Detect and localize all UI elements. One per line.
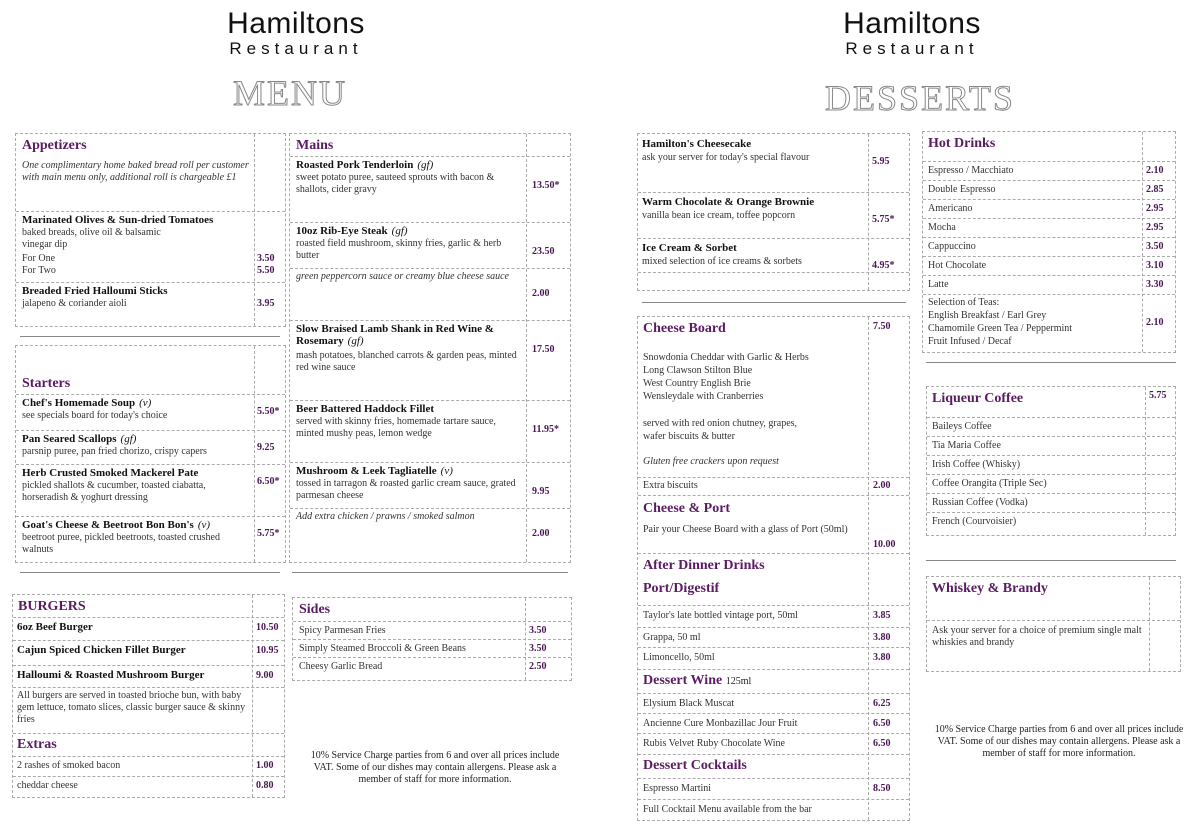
hot-drink-item: Double Espresso	[928, 184, 996, 195]
price: 3.50	[529, 625, 547, 636]
starters-heading: Starters	[22, 376, 71, 391]
hot-drinks-heading: Hot Drinks	[928, 136, 996, 151]
price: 5.50*	[257, 406, 280, 417]
hot-drink-item: Hot Chocolate	[928, 260, 987, 271]
whiskey-brandy-section	[926, 576, 1181, 672]
item-name-text: Beer Battered Haddock Fillet	[296, 403, 434, 415]
burger-name: Halloumi & Roasted Mushroom Burger	[17, 669, 205, 681]
price: 2.00	[532, 528, 550, 539]
menu-item-name	[296, 159, 522, 171]
dietary-tag: (v)	[440, 465, 453, 477]
item-name-text: Herb Crusted Smoked Mackerel Pate	[22, 467, 199, 479]
whiskey-brandy-desc: Ask your server for a choice of premium single malt whiskies and brandy	[932, 625, 1142, 648]
menu-item-name: Marinated Olives & Sun-dried Tomatoes	[22, 214, 214, 226]
menu-item-desc: roasted field mushroom, skinny fries, garlic & herb butter	[296, 238, 502, 261]
tea-selection: English Breakfast / Earl Grey	[928, 310, 1047, 321]
menu-item-desc: beetroot puree, pickled beetroots, toasted crushed walnuts	[22, 532, 220, 555]
dietary-tag: (gf)	[417, 159, 434, 171]
menu-item-name	[296, 465, 522, 477]
service-charge-note: 10% Service Charge parties from 6 and over all prices include VAT. Some of our dishes may contain allergens. Please ask a member of staff for more information.	[310, 750, 560, 785]
dietary-tag: (gf)	[120, 433, 137, 445]
menu-item-name	[296, 225, 522, 237]
menu-item-desc: mash potatoes, blanched carrots & garden peas, minted red wine sauce	[296, 350, 517, 373]
price: 10.50	[256, 622, 279, 633]
hot-drink-item: Espresso / Macchiato	[928, 165, 1014, 176]
price: 8.50	[873, 783, 891, 794]
price: 2.95	[1146, 203, 1164, 214]
price: 5.75*	[257, 528, 280, 539]
price: 3.50	[1146, 241, 1164, 252]
price: 0.80	[256, 780, 274, 791]
price: 3.50	[529, 643, 547, 654]
price: 1.00	[256, 760, 274, 771]
price: 6.50*	[257, 476, 280, 487]
cheese-drinks-section	[637, 316, 910, 821]
price: 11.95*	[532, 424, 559, 435]
dietary-tag: (v)	[197, 519, 211, 531]
cheese-item: Wensleydale with Cranberries	[643, 391, 764, 402]
item-name-text: Goat's Cheese & Beetroot Bon Bon's	[22, 519, 194, 531]
burgers-section	[12, 594, 285, 798]
divider	[20, 336, 280, 337]
item-name-text: Mushroom & Leek Tagliatelle	[296, 465, 437, 477]
price: 2.00	[873, 480, 891, 491]
burger-name: 6oz Beef Burger	[17, 621, 93, 633]
price: 13.50*	[532, 180, 560, 191]
menu-title: MENU	[233, 73, 347, 113]
bread-roll-note: One complimentary home baked bread roll per customer with main menu only, additional roll is chargeable £1	[22, 160, 249, 183]
menu-item-desc: baked breads, olive oil & balsamic	[22, 227, 161, 238]
item-name-text: Slow Braised Lamb Shank in Red Wine & Rosemary	[296, 323, 494, 347]
price: 5.50	[257, 265, 275, 276]
side-item: Spicy Parmesan Fries	[299, 625, 386, 636]
price: 2.10	[1146, 317, 1164, 328]
burgers-heading: BURGERS	[18, 599, 86, 614]
menu-item-name	[296, 323, 522, 347]
drink-item: Taylor's late bottled vintage port, 50ml	[643, 610, 798, 621]
cheese-port-desc: Pair your Cheese Board with a glass of Port (50ml)	[643, 524, 848, 535]
dietary-tag: (gf)	[347, 335, 364, 347]
price: 3.50	[257, 253, 275, 264]
price: 10.95	[256, 645, 279, 656]
cheese-board-heading: Cheese Board	[643, 321, 726, 336]
desserts-section	[637, 133, 910, 291]
sides-heading: Sides	[299, 602, 331, 617]
wine-item: Elysium Black Muscat	[643, 698, 735, 709]
liqueur-coffee-section	[926, 386, 1176, 536]
menu-item-name	[296, 403, 522, 415]
brand-block-right	[812, 8, 1012, 58]
divider	[926, 362, 1176, 363]
menu-item-desc: Add extra chicken / prawns / smoked salmon	[296, 511, 475, 522]
item-name-text: 10oz Rib-Eye Steak	[296, 225, 388, 237]
menu-item-desc: parsnip puree, pan fried chorizo, crispy capers	[22, 446, 207, 457]
drink-item: Grappa, 50 ml	[643, 632, 701, 643]
brand-block-left	[196, 8, 396, 58]
hot-drink-item: Latte	[928, 279, 949, 290]
cheese-served: wafer biscuits & butter	[643, 431, 735, 442]
price: 2.95	[1146, 222, 1164, 233]
dessert-desc: mixed selection of ice creams & sorbets	[642, 256, 802, 267]
side-item: Simply Steamed Broccoli & Green Beans	[299, 643, 466, 654]
dessert-cocktails-heading: Dessert Cocktails	[643, 758, 747, 773]
price: 6.50	[873, 718, 891, 729]
dietary-tag: (gf)	[391, 225, 408, 237]
price: 2.00	[532, 288, 550, 299]
liqueur-item: Irish Coffee (Whisky)	[932, 459, 1021, 470]
price: 23.50	[532, 246, 555, 257]
menu-item-name: Breaded Fried Halloumi Sticks	[22, 285, 168, 297]
liqueur-coffee-heading: Liqueur Coffee	[932, 391, 1024, 406]
dessert-name: Hamilton's Cheesecake	[642, 138, 752, 150]
cheese-item: Snowdonia Cheddar with Garlic & Herbs	[643, 352, 809, 363]
cocktail-item: Full Cocktail Menu available from the bar	[643, 804, 812, 815]
menu-item-desc: sweet potato puree, sauteed sprouts with bacon & shallots, cider gravy	[296, 172, 495, 195]
dessert-wine-heading: Dessert Wine 125ml	[643, 673, 752, 688]
hot-drink-item: Cappuccino	[928, 241, 976, 252]
desserts-title: DESSERTS	[825, 78, 1015, 118]
menu-item-name	[22, 467, 202, 479]
restaurant-name: Hamiltons	[843, 7, 981, 40]
menu-item-desc: jalapeno & coriander aioli	[22, 298, 127, 309]
price: 9.25	[257, 442, 275, 453]
dietary-tag: (v)	[139, 397, 152, 409]
restaurant-name: Hamiltons	[227, 7, 365, 40]
price: 3.10	[1146, 260, 1164, 271]
hot-drink-item: Americano	[928, 203, 973, 214]
price: 9.00	[256, 670, 274, 681]
restaurant-subtitle: Restaurant	[229, 39, 363, 58]
appetizers-section	[15, 133, 286, 327]
price: 5.75*	[872, 214, 895, 225]
menu-item-desc: see specials board for today's choice	[22, 410, 168, 421]
item-name-text: Roasted Pork Tenderloin	[296, 159, 414, 171]
divider	[926, 560, 1176, 561]
liqueur-item: French (Courvoisier)	[932, 516, 1017, 527]
portion-label: For Two	[22, 265, 56, 276]
menu-item-desc: vinegar dip	[22, 239, 68, 250]
dessert-desc: ask your server for today's special flavour	[642, 152, 810, 163]
price: 9.95	[532, 486, 550, 497]
gluten-free-note: Gluten free crackers upon request	[643, 456, 779, 467]
drink-item: Limoncello, 50ml	[643, 652, 715, 663]
cheese-port-heading: Cheese & Port	[643, 501, 731, 516]
menu-item-desc: green peppercorn sauce or creamy blue cheese sauce	[296, 271, 509, 282]
service-charge-note: 10% Service Charge parties from 6 and over all prices include VAT. Some of our dishes may contain allergens. Please ask a member of staff for more information.	[934, 724, 1184, 759]
price: 3.30	[1146, 279, 1164, 290]
price: 3.80	[873, 652, 891, 663]
menu-item-name	[22, 519, 210, 531]
hot-drinks-section	[922, 131, 1176, 353]
divider	[20, 572, 280, 573]
whiskey-brandy-heading: Whiskey & Brandy	[932, 581, 1048, 596]
price: 2.85	[1146, 184, 1164, 195]
cheese-item: Long Clawson Stilton Blue	[643, 365, 753, 376]
price: 6.25	[873, 698, 891, 709]
menu-item-name	[22, 433, 136, 445]
liqueur-item: Baileys Coffee	[932, 421, 992, 432]
divider	[292, 572, 568, 573]
cocktail-item: Espresso Martini	[643, 783, 712, 794]
menu-item-desc: tossed in tarragon & roasted garlic cream sauce, grated parmesan cheese	[296, 478, 516, 501]
port-digestif-heading: Port/Digestif	[643, 581, 720, 596]
price: 2.10	[1146, 165, 1164, 176]
item-name-text: Chef's Homemade Soup	[22, 397, 136, 409]
extra-biscuits: Extra biscuits	[643, 480, 698, 491]
dessert-name: Ice Cream & Sorbet	[642, 242, 737, 254]
side-item: Cheesy Garlic Bread	[299, 661, 383, 672]
after-dinner-heading: After Dinner Drinks	[643, 558, 765, 573]
mains-section	[289, 133, 571, 563]
price: 10.00	[873, 539, 896, 550]
cheese-item: West Country English Brie	[643, 378, 751, 389]
portion-label: For One	[22, 253, 56, 264]
extras-heading: Extras	[17, 737, 57, 752]
burger-note: All burgers are served in toasted brioche bun, with baby gem lettuce, tomato slices, classic burger sauce & skinny fries	[17, 690, 246, 725]
price: 3.85	[873, 610, 891, 621]
liqueur-item: Russian Coffee (Vodka)	[932, 497, 1028, 508]
wine-item: Rubis Velvet Ruby Chocolate Wine	[643, 738, 785, 749]
price: 17.50	[532, 344, 555, 355]
liqueur-item: Coffee Orangita (Triple Sec)	[932, 478, 1047, 489]
cheese-served: served with red onion chutney, grapes,	[643, 418, 798, 429]
price: 3.95	[257, 298, 275, 309]
menu-item-name	[22, 397, 151, 409]
price: 5.95	[872, 156, 890, 167]
price: 7.50	[873, 321, 891, 332]
price: 3.80	[873, 632, 891, 643]
menu-item-desc: pickled shallots & cucumber, toasted ciabatta, horseradish & yoghurt dressing	[22, 480, 206, 503]
restaurant-subtitle: Restaurant	[845, 39, 979, 58]
dessert-desc: vanilla bean ice cream, toffee popcorn	[642, 210, 796, 221]
burger-name: Cajun Spiced Chicken Fillet Burger	[17, 644, 186, 656]
menu-item-desc: served with skinny fries, homemade tartare sauce, minted mushy peas, lemon wedge	[296, 416, 496, 439]
sides-section	[292, 597, 572, 681]
hot-drink-item: Mocha	[928, 222, 956, 233]
wine-item: Ancienne Cure Monbazillac Jour Fruit	[643, 718, 798, 729]
price: 2.50	[529, 661, 547, 672]
extra-item: 2 rashes of smoked bacon	[17, 760, 121, 771]
liqueur-item: Tia Maria Coffee	[932, 440, 1001, 451]
price: 5.75	[1149, 390, 1167, 401]
price: 4.95*	[872, 260, 895, 271]
mains-heading: Mains	[296, 138, 334, 153]
starters-section	[15, 345, 286, 563]
extra-item: cheddar cheese	[17, 780, 78, 791]
item-name-text: Pan Seared Scallops	[22, 433, 117, 445]
dessert-name: Warm Chocolate & Orange Brownie	[642, 196, 815, 208]
price: 6.50	[873, 738, 891, 749]
divider	[642, 302, 906, 303]
tea-selection: Fruit Infused / Decaf	[928, 336, 1012, 347]
appetizers-heading: Appetizers	[22, 138, 87, 153]
tea-selection: Selection of Teas:	[928, 297, 1000, 308]
tea-selection: Chamomile Green Tea / Peppermint	[928, 323, 1073, 334]
